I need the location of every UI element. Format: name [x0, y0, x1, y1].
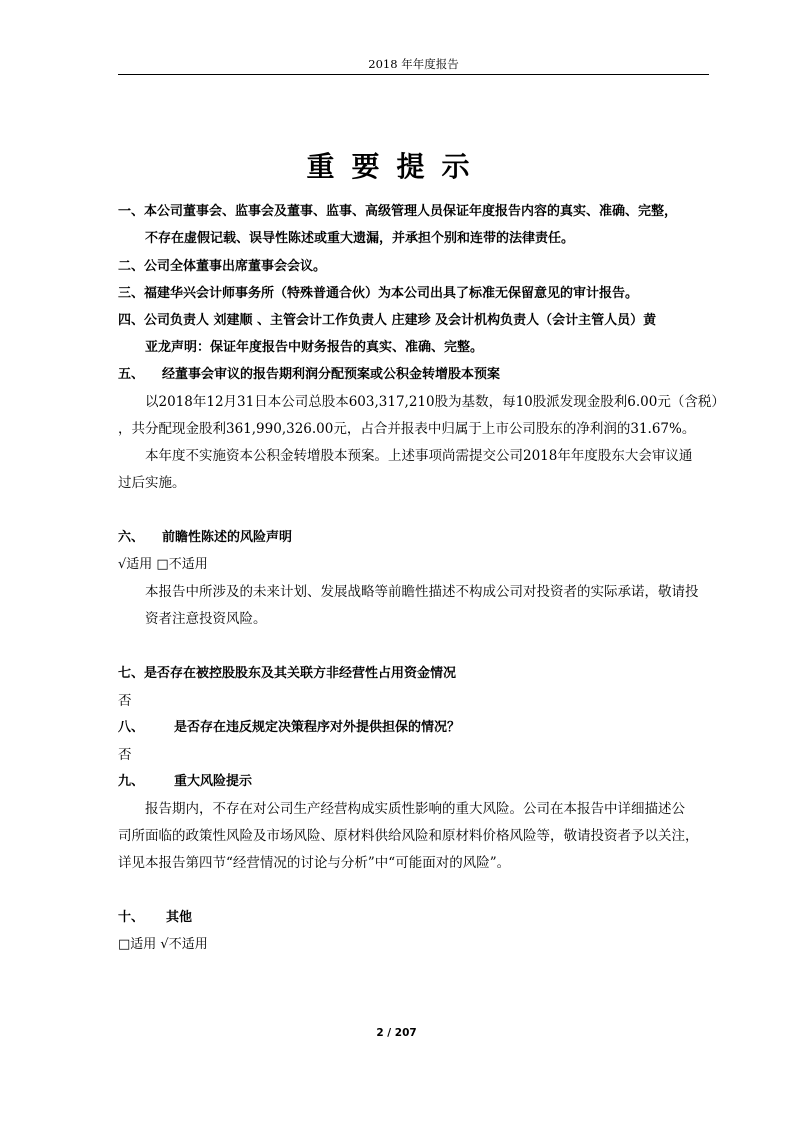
section-8-title: 是否存在违反规定决策程序对外提供担保的情况？ — [174, 720, 461, 735]
page-number: 2 / 207 — [376, 1027, 417, 1039]
section-9-number: 九、 — [118, 774, 145, 789]
section-6-heading — [118, 529, 292, 547]
item-1-line-1: 一、本公司董事会、监事会及董事、监事、高级管理人员保证年度报告内容的真实、准确、完整， — [118, 204, 678, 219]
section-10-title: 其他 — [166, 910, 193, 925]
item-4-line-2: 亚龙声明：保证年度报告中财务报告的真实、准确、完整。 — [145, 340, 484, 355]
section-8-heading — [118, 719, 460, 737]
section-9-para-line-2: 司所面临的政策性风险及市场风险、原材料供给风险和原材料价格风险等，敬请投资者予以关注， — [118, 828, 699, 844]
section-10-heading — [118, 909, 192, 927]
section-6-applicability: √适用 □不适用 — [118, 557, 208, 572]
section-10-number: 十、 — [118, 910, 145, 925]
section-5-title: 经董事会审议的报告期利润分配预案或公积金转增股本预案 — [162, 367, 501, 382]
section-9-title: 重大风险提示 — [174, 774, 253, 789]
section-5-para-1-line-2: ，共分配现金股利361,990,326.00元，占合并报表中归属于上市公司股东的净利润的31.67%。 — [118, 421, 696, 437]
section-5-number: 五、 — [118, 367, 145, 382]
section-7-heading: 七、是否存在被控股股东及其关联方非经营性占用资金情况 — [118, 666, 457, 681]
item-3-line-1: 三、福建华兴会计师事务所（特殊普通合伙）为本公司出具了标准无保留意见的审计报告。 — [118, 286, 639, 301]
section-9-heading — [118, 773, 252, 791]
section-6-title: 前瞻性陈述的风险声明 — [162, 530, 293, 545]
section-5-heading — [118, 366, 500, 384]
section-5-para-1-line-1: 以2018年12月31日本公司总股本603,317,210股为基数，每10股派发现金股利6.00元（含税） — [145, 394, 725, 410]
section-10-applicability: □适用 √不适用 — [118, 937, 208, 952]
section-5-para-2-line-1: 本年度不实施资本公积金转增股本预案。上述事项尚需提交公司2018年年度股东大会审议通 — [145, 448, 693, 464]
item-2-line-1: 二、公司全体董事出席董事会会议。 — [118, 259, 327, 274]
section-6-para-line-2: 资者注意投资风险。 — [145, 611, 267, 627]
section-6-para-line-1: 本报告中所涉及的未来计划、发展战略等前瞻性描述不构成公司对投资者的实际承诺，敬请投 — [145, 584, 699, 600]
section-9-para-line-3: 详见本报告第四节“经营情况的讨论与分析”中“可能面对的风险”。 — [118, 855, 511, 871]
section-7-answer: 否 — [118, 693, 132, 709]
header-divider — [118, 74, 709, 75]
section-6-number: 六、 — [118, 530, 145, 545]
section-8-number: 八、 — [118, 720, 145, 735]
section-5-para-2-line-2: 过后实施。 — [118, 475, 186, 491]
page-header: 2018 年年度报告 — [368, 57, 459, 71]
page-title: 重要提示 — [306, 150, 487, 183]
section-8-answer: 否 — [118, 747, 132, 763]
item-4-line-1: 四、公司负责人 刘建顺 、主管会计工作负责人 庄建珍 及会计机构负责人（会计主管人员）黄 — [118, 313, 657, 328]
section-9-para-line-1: 报告期内，不存在对公司生产经营构成实质性影响的重大风险。公司在本报告中详细描述公 — [145, 801, 685, 817]
item-1-line-2: 不存在虚假记载、误导性陈述或重大遗漏，并承担个别和连带的法律责任。 — [145, 231, 575, 246]
